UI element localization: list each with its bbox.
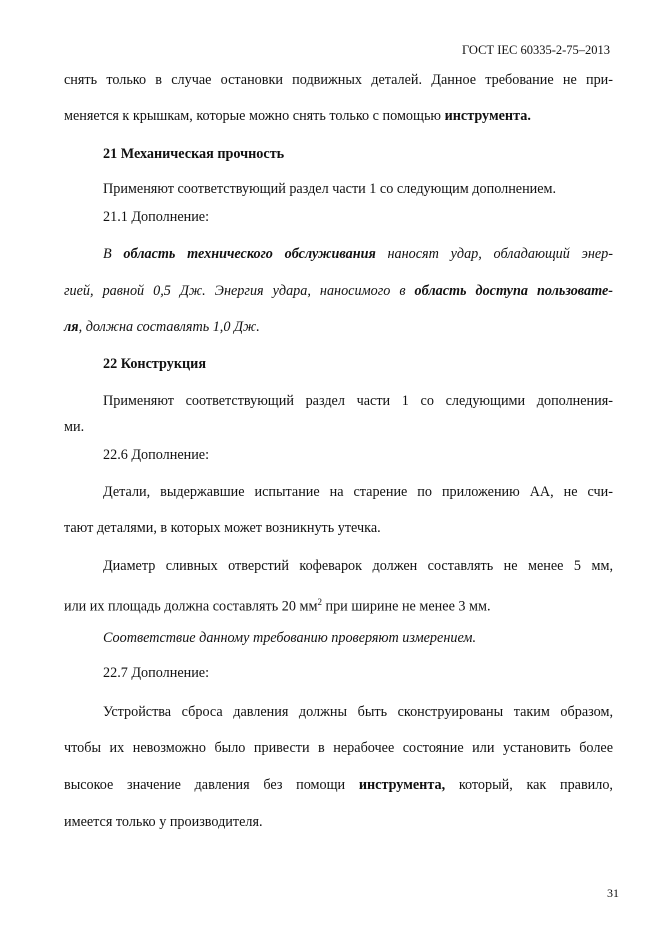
text-run: при ширине не менее 3 мм. (321, 598, 491, 615)
text-line: Детали, выдержавшие испытание на старение по приложению АА, не счи- (103, 484, 613, 500)
subsection-21-1: 21.1 Дополнение: (103, 209, 210, 225)
page-header: ГОСТ IEC 60335-2-75–2013 (462, 43, 611, 57)
superscript: 2 (317, 597, 322, 607)
text-line (64, 776, 613, 794)
text-run: В (103, 246, 124, 262)
text-line: ми. (64, 419, 85, 435)
term-user-area-end: ля (64, 319, 79, 335)
section-heading-22: 22 Конструкция (103, 356, 207, 372)
text-line: Применяют соответствующий раздел части 1 со следующим дополнением. (103, 181, 557, 197)
text-run: меняется к крышкам, которые можно снять только с помощью (64, 108, 445, 124)
term-user-area: область доступа пользовате- (414, 283, 613, 299)
text-run: , должна составлять 1,0 Дж. (78, 319, 260, 335)
page-number: 31 (607, 886, 619, 900)
text-run: который, как правило, (445, 777, 613, 793)
subsection-22-7: 22.7 Дополнение: (103, 665, 210, 681)
text-line: Устройства сброса давления должны быть сконструированы таким образом, (103, 704, 613, 720)
text-line (64, 107, 531, 125)
text-run: наносят удар, обладающий энер- (375, 246, 613, 262)
term-service-area: область технического обслуживания (123, 246, 376, 262)
text-line: Применяют соответствующий раздел части 1 со следующими дополнения- (103, 393, 613, 409)
term-instrument: инструмента, (358, 777, 446, 793)
section-heading-21: 21 Механическая прочность (103, 146, 285, 162)
compliance-check: Соответствие данному требованию проверяют измерением. (103, 630, 477, 646)
italic-line (64, 318, 260, 336)
text-run: гией, равной 0,5 Дж. Энергия удара, наносимого в (64, 283, 415, 299)
italic-line (103, 245, 613, 263)
italic-line (64, 282, 613, 300)
text-run: или их площадь должна составлять 20 мм (64, 598, 318, 615)
subsection-22-6: 22.6 Дополнение: (103, 447, 210, 463)
text-run: высокое значение давления без помощи (64, 777, 359, 793)
term-instrument: инструмента. (444, 108, 531, 124)
text-line: снять только в случае остановки подвижных деталей. Данное требование не при- (64, 72, 613, 88)
text-line: тают деталями, в которых может возникнуть утечка. (64, 520, 381, 536)
text-line (64, 593, 491, 616)
text-line: чтобы их невозможно было привести в нерабочее состояние или установить более (64, 740, 613, 756)
text-line: Диаметр сливных отверстий кофеварок должен составлять не менее 5 мм, (103, 558, 613, 574)
text-line: имеется только у производителя. (64, 814, 263, 830)
